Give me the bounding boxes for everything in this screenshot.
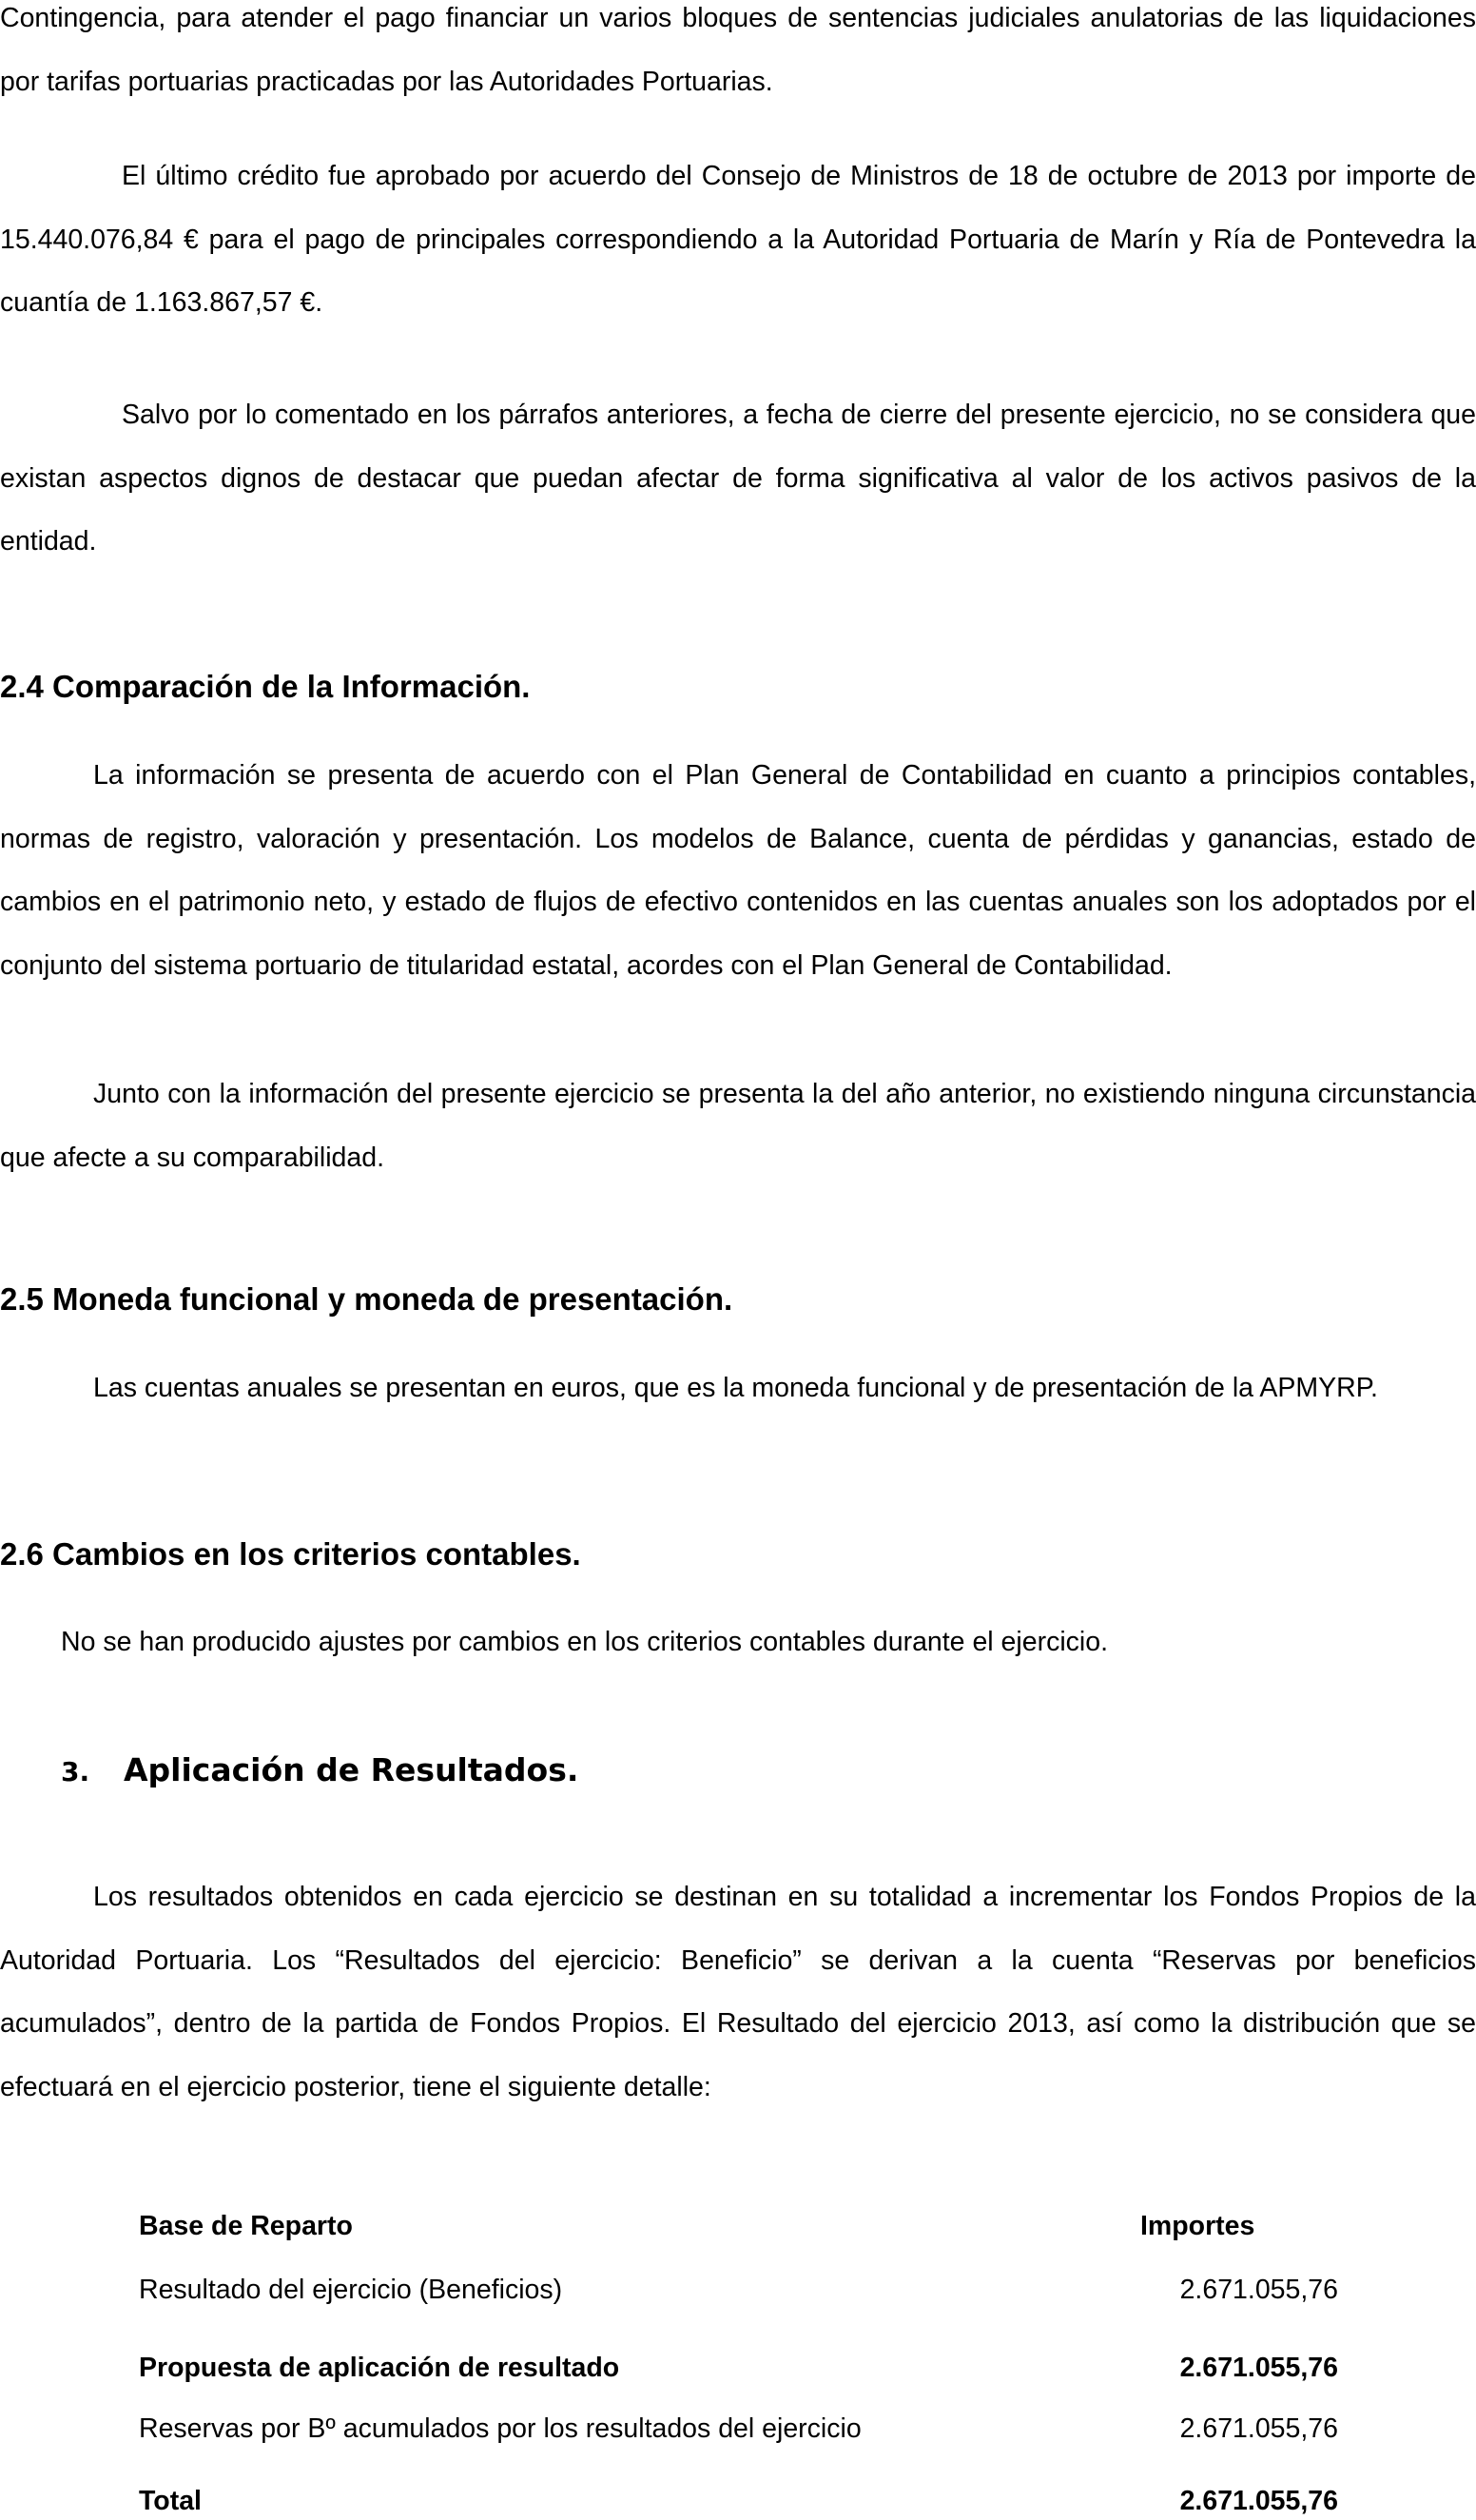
table-row-label: Propuesta de aplicación de resultado — [139, 2353, 620, 2383]
table-row-value: 2.671.055,76 — [1179, 2353, 1338, 2383]
section-3-title-row — [61, 1749, 578, 1793]
section-2-6-paragraph-1: No se han producido ajustes por cambios en los criterios contables durante el ejercicio. — [61, 1627, 1109, 1657]
intro-paragraph-1: Contingencia, para atender el pago financiar un varios bloques de sentencias judiciales anulatorias de las liquidaciones por tarifas portuarias practicadas por las Autoridades Portuarias. — [0, 3, 1476, 97]
table-row-label: Resultado del ejercicio (Beneficios) — [139, 2275, 563, 2305]
section-3-title: Aplicación de Resultados. — [124, 1751, 579, 1788]
section-2-4-paragraph-1: La información se presenta de acuerdo con el Plan General de Contabilidad en cuanto a principios contables, normas de registro, valoración y presentación. Los modelos de Balance, cuenta de pérdidas y ganancias, estado de cambios en el patrimonio neto, y estado de flujos de efectivo contenidos en las cuentas anuales son los adoptados por el conjunto del sistema portuario de titularidad estatal, acordes con el Plan General de Contabilidad. — [0, 760, 1476, 981]
table-row-value: 2.671.055,76 — [1179, 2413, 1338, 2444]
section-2-6-title: 2.6 Cambios en los criterios contables. — [0, 1536, 581, 1572]
intro-paragraph-2: El último crédito fue aprobado por acuerdo del Consejo de Ministros de 18 de octubre de 2013 por importe de 15.440.076,84 € para el pago de principales correspondiendo a la Autoridad Portuaria de Marín y Ría de Pontevedra la cuantía de 1.163.867,57 €. — [0, 161, 1476, 318]
table-header-value: Importes — [1140, 2211, 1255, 2241]
table-row-label: Reservas por Bº acumulados por los resultados del ejercicio — [139, 2413, 862, 2444]
table-row-label: Total — [139, 2486, 202, 2516]
section-2-5-title: 2.5 Moneda funcional y moneda de presentación. — [0, 1281, 733, 1317]
table-header-label: Base de Reparto — [139, 2211, 353, 2241]
section-2-5-paragraph-1: Las cuentas anuales se presentan en euros, que es la moneda funcional y de presentación de la APMYRP. — [93, 1373, 1378, 1403]
section-3-number: 3. — [61, 1756, 90, 1787]
section-2-4-paragraph-2: Junto con la información del presente ejercicio se presenta la del año anterior, no existiendo ninguna circunstancia que afecte a su comparabilidad. — [0, 1079, 1476, 1173]
section-3-paragraph-1: Los resultados obtenidos en cada ejercicio se destinan en su totalidad a incrementar los Fondos Propios de la Autoridad Portuaria. Los “Resultados del ejercicio: Beneficio” se derivan a la cuenta “Reservas por beneficios acumulados”, dentro de la partida de Fondos Propios. El Resultado del ejercicio 2013, así como la distribución que se efectuará en el ejercicio posterior, tiene el siguiente detalle: — [0, 1882, 1476, 2102]
intro-paragraph-3: Salvo por lo comentado en los párrafos anteriores, a fecha de cierre del presente ejercicio, no se considera que existan aspectos dignos de destacar que puedan afectar de forma significativa al valor de los activos pasivos de la entidad. — [0, 400, 1476, 557]
table-row-value: 2.671.055,76 — [1179, 2275, 1338, 2305]
table-row-value: 2.671.055,76 — [1179, 2486, 1338, 2516]
section-2-4-title: 2.4 Comparación de la Información. — [0, 669, 531, 704]
